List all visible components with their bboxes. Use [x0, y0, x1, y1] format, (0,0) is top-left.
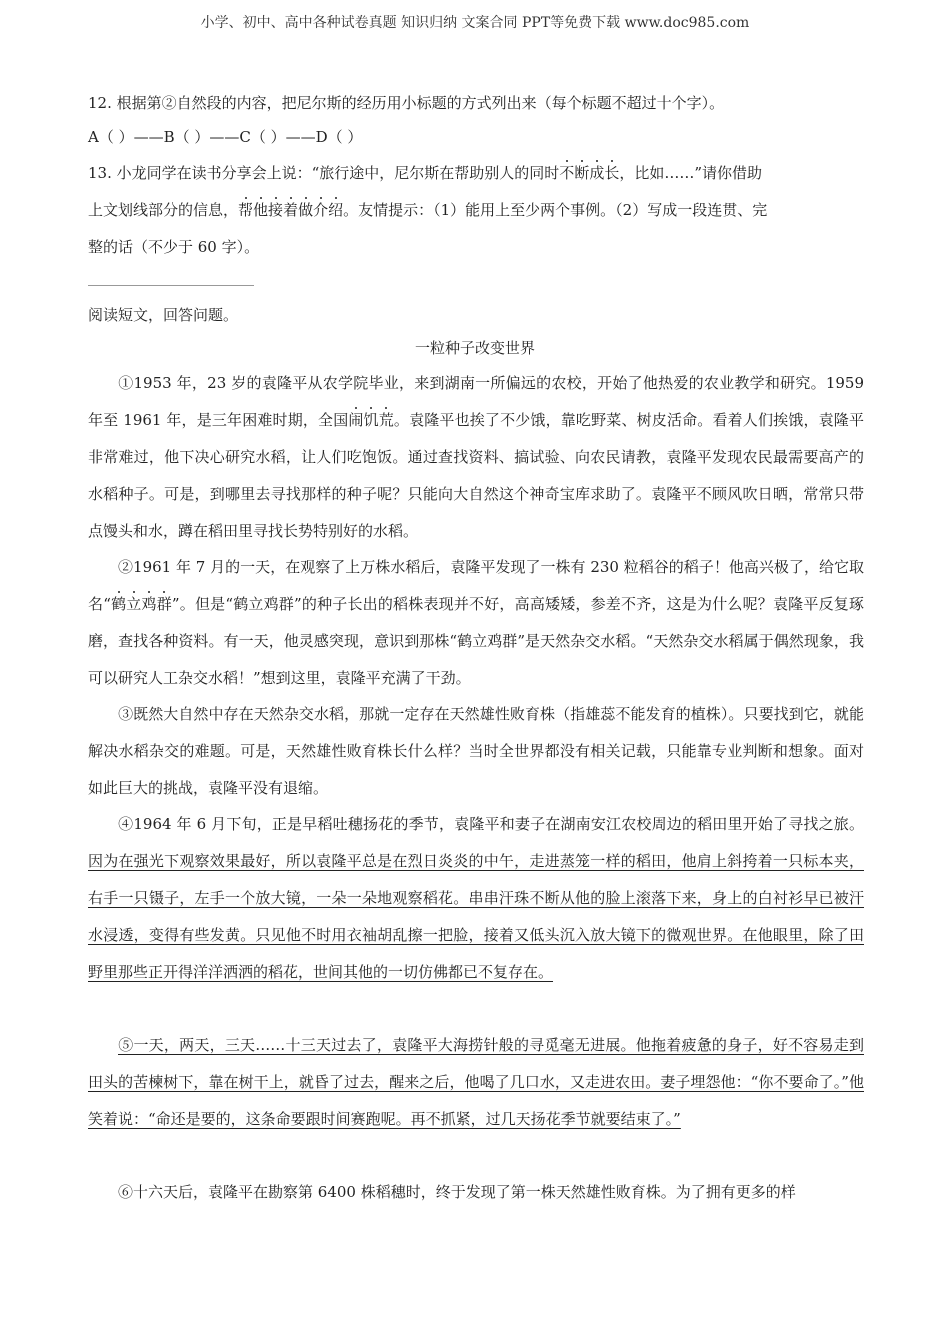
p2-text: ②1961 年 7 月的一天，在观察了上万株水稻后，袁隆平发现了一株有 230 粒稻谷的稻子！他高兴极了，给它取名“	[88, 558, 864, 613]
q13-text: 13. 小龙同学在读书分享会上说：“旅行途中，尼尔斯在帮助别人的同时	[88, 164, 560, 182]
paragraph-6	[88, 1174, 864, 1211]
emphasis-text: 不断成长	[559, 164, 620, 182]
article-title: 一粒种子改变世界	[414, 339, 535, 357]
emphasis-text: 帮他接着做介绍	[238, 201, 344, 219]
question-12-blanks: A（ ）——B（ ）——C（ ）——D（ ）	[88, 128, 363, 146]
divider	[88, 285, 254, 286]
p3-text: ③既然大自然中存在天然杂交水稻，那就一定存在天然雄性败育株（指雄蕊不能发育的植株）。只要找到它，就能解决水稻杂交的难题。可是，天然雄性败育株长什么样？当时全世界都没有相关记载，只能靠专业判断和想象。面对如此巨大的挑战，袁隆平没有退缩。	[88, 705, 864, 797]
p1-text: ①1953 年，23 岁的袁隆平从农学院毕业，来到湖南一所偏远的农校，开始了他热爱的农业教学和研究。1959 年至 1961 年，是三年困难时期，全国	[88, 374, 864, 429]
underlined-text: ⑤一天，两天，三天……十三天过去了，袁隆平大海捞针般的寻觅毫无进展。他拖着疲惫的身子，好不容易走到田头的苦楝树下，靠在树干上，就昏了过去，醒来之后，他喝了几口水，又走进农田。妻子埋怨他：“你不要命了。”他笑着说：“命还是要的，这条命要跟时间赛跑呢。再不抓紧，过几天扬花季节就要结束了。”	[88, 1036, 864, 1128]
q13-text: 。友情提示：（1）能用上至少两个事例。（2）写成一段连贯、完	[343, 201, 768, 219]
reading-instruction: 阅读短文，回答问题。	[88, 306, 239, 324]
p1-text: 。袁隆平也挨了不少饿，靠吃野菜、树皮活命。看着人们挨饿，袁隆平非常难过，他下决心研究水稻，让人们吃饱饭。通过查找资料、搞试验、向农民请教，袁隆平发现农民最需要高产的水稻种子。可是，到哪里去寻找那样的种子呢？只能向大自然这个神奇宝库求助了。袁隆平不顾风吹日晒，常常只带点馒头和水，蹲在稻田里寻找长势特别好的水稻。	[88, 411, 864, 540]
q13-text: ，比如……”请你借助	[619, 164, 763, 182]
p4-text: ④1964 年 6 月下旬，正是早稻吐穗扬花的季节，袁隆平和妻子在湖南安江农校周边的稻田里开始了寻找之旅。	[118, 815, 864, 833]
p6-text: ⑥十六天后，袁隆平在勘察第 6400 株稻穗时，终于发现了第一株天然雄性败育株。为了拥有更多的样	[118, 1183, 796, 1201]
question-13-line3: 整的话（不少于 60 字）。	[88, 238, 260, 256]
question-13-line1	[88, 162, 762, 183]
page-header-banner: 小学、初中、高中各种试卷真题 知识归纳 文案合同 PPT等免费下载 www.doc985.com	[200, 15, 750, 31]
question-12: 12. 根据第②自然段的内容，把尼尔斯的经历用小标题的方式列出来（每个标题不超过十个字）。	[88, 94, 725, 112]
q13-text: 上文划线部分的信息，	[88, 201, 239, 219]
underlined-text: 因为在强光下观察效果最好，所以袁隆平总是在烈日炎炎的中午，走进蒸笼一样的稻田，他肩上斜挎着一只标本夹，右手一只镊子，左手一个放大镜，一朵一朵地观察稻花。串串汗珠不断从他的脸上滚落下来，身上的白衬衫早已被汗水浸透，变得有些发黄。只见他不时用衣袖胡乱擦一把脸，接着又低头沉入放大镜下的微观世界。在他眼里，除了田野里那些正开得洋洋洒洒的稻花，世间其他的一切仿佛都已不复存在。	[88, 852, 864, 981]
paragraph-2	[88, 549, 864, 697]
question-13-line2	[88, 199, 767, 220]
emphasis-text: 鹤立鸡群	[110, 595, 172, 613]
paragraph-3	[88, 696, 864, 807]
emphasis-text: 闹饥荒	[348, 411, 394, 429]
paragraph-1	[88, 365, 864, 550]
paragraph-5	[88, 1027, 864, 1138]
p2-text: ”。但是“鹤立鸡群”的种子长出的稻株表现并不好，高高矮矮，参差不齐，这是为什么呢？袁隆平反复琢磨，查找各种资料。有一天，他灵感突现，意识到那株“鹤立鸡群”是天然杂交水稻。“天然杂交水稻属于偶然现象，我可以研究人工杂交水稻！”想到这里，袁隆平充满了干劲。	[88, 595, 864, 687]
paragraph-4	[88, 806, 864, 991]
